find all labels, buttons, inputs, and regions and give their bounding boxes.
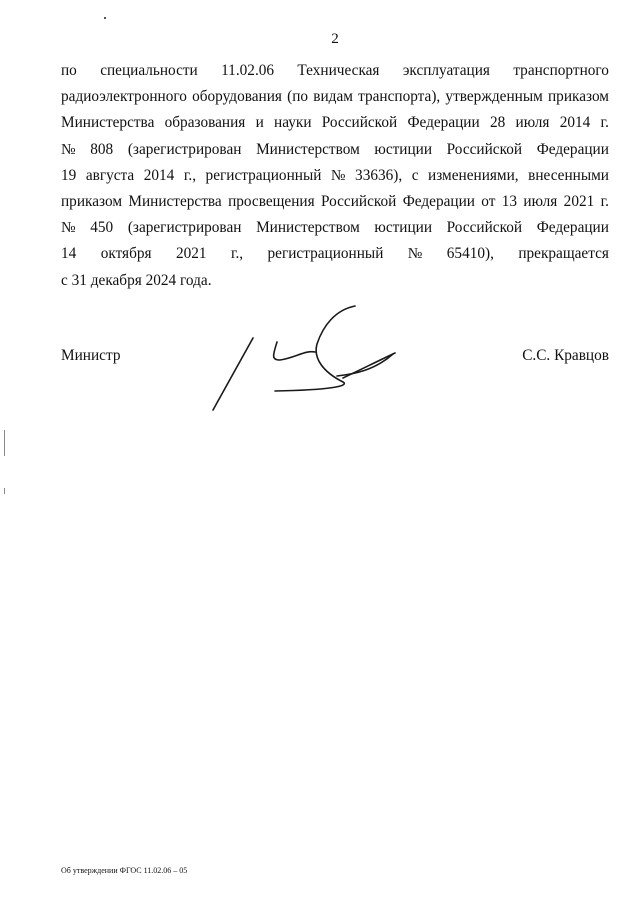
paragraph-word: 2014 (143, 166, 175, 184)
paragraph-word: октября (100, 245, 152, 263)
paragraph-word: Федерации (536, 219, 609, 237)
paragraph-word: № (330, 166, 346, 184)
paragraph-word: транспортного (513, 62, 609, 79)
paragraph-word: г. (600, 192, 609, 210)
paragraph-word: науки (274, 114, 312, 132)
paragraph-word: от (481, 192, 496, 210)
paragraph-word: 31 (71, 271, 87, 289)
paragraph-line (61, 189, 609, 215)
paragraph-line (61, 268, 609, 294)
paragraph-word: № (61, 140, 76, 158)
paragraph-word: года. (180, 271, 212, 289)
paragraph-word: Российской (446, 140, 523, 158)
scan-speck (104, 17, 106, 19)
paragraph-word: Российской (320, 192, 397, 210)
paragraph-line (61, 215, 609, 241)
paragraph-word: июля (515, 114, 550, 132)
paragraph-line (61, 163, 609, 189)
paragraph-word: образования (164, 114, 246, 132)
paragraph-word: регистрационный (267, 245, 384, 263)
paragraph-word: транспорта), (358, 88, 441, 106)
paragraph-word: 65410), (446, 245, 494, 263)
paragraph-word: юстиции (374, 219, 433, 237)
paragraph-line (61, 58, 609, 84)
paragraph-word: 14 (61, 245, 77, 263)
paragraph-word: декабря (90, 271, 142, 289)
paragraph-word: Федерации (407, 114, 480, 132)
paragraph-word: прекращается (518, 245, 609, 263)
paragraph-word: августа (85, 166, 135, 184)
paragraph-word: (по (287, 88, 309, 106)
paragraph-word: 808 (90, 140, 114, 158)
paragraph-line (61, 84, 609, 110)
paragraph-word: регистрационный (205, 166, 322, 184)
paragraph-word: оборудования (192, 88, 282, 106)
paragraph-word: с (411, 166, 419, 184)
paragraph-word: 2021 (563, 192, 595, 210)
paragraph-word: с (61, 271, 68, 289)
paragraph-word: 19 (61, 166, 77, 184)
paragraph-word: приказом (61, 192, 123, 210)
paragraph-word: Российской (446, 219, 523, 237)
paragraph-word: специальности (100, 62, 198, 79)
paragraph-word: радиоэлектронного (61, 88, 187, 106)
handwritten-signature (205, 300, 405, 420)
paragraph-word: 450 (90, 219, 114, 237)
paragraph-word: утвержденным (445, 88, 543, 106)
paragraph-word: приказом (547, 88, 609, 106)
paragraph-word: Техническая (297, 62, 380, 79)
scan-edge-mark (4, 488, 5, 494)
paragraph-word: Министерства (128, 192, 222, 210)
paragraph-word: г. (600, 114, 609, 132)
paragraph-word: 2024 (145, 271, 177, 289)
paragraph-word: Федерации (402, 192, 475, 210)
paragraph-word: 28 (489, 114, 506, 132)
paragraph-word: и (255, 114, 264, 132)
paragraph-line (61, 241, 609, 267)
paragraph-word: (зарегистрирован (127, 219, 242, 237)
paragraph-word: по (61, 62, 77, 79)
paragraph-word: Министерства (61, 114, 155, 132)
paragraph-word: 33636), (355, 166, 403, 184)
paragraph-word: внесенными (528, 166, 609, 184)
paragraph-word: Министерством (256, 140, 360, 158)
paragraph-word: (зарегистрирован (127, 140, 242, 158)
paragraph-word: Министерством (256, 219, 360, 237)
paragraph-word: г., (183, 166, 197, 184)
signatory-name: С.С. Кравцов (522, 347, 609, 364)
paragraph-word: видам (313, 88, 353, 106)
paragraph-word: № (61, 219, 76, 237)
paragraph-word: июля (523, 192, 558, 210)
footer-caption: Об утверждении ФГОС 11.02.06 – 05 (61, 866, 188, 875)
paragraph-word: Российской (321, 114, 398, 132)
paragraph-line (61, 110, 609, 136)
paragraph-word: г., (230, 245, 244, 263)
paragraph-word: изменениями, (428, 166, 519, 184)
paragraph-word: юстиции (374, 140, 433, 158)
paragraph-word: 2014 (559, 114, 591, 132)
document-paragraph (61, 58, 609, 294)
paragraph-word: 13 (501, 192, 518, 210)
paragraph-word: 2021 (175, 245, 207, 263)
paragraph-word: 11.02.06 (221, 62, 275, 79)
paragraph-word: эксплуатация (402, 62, 490, 79)
position-label: Министр (61, 347, 121, 364)
paragraph-word: Федерации (536, 140, 609, 158)
page-number: 2 (331, 31, 339, 47)
paragraph-line (61, 137, 609, 163)
paragraph-word: просвещения (228, 192, 315, 210)
paragraph-word: № (407, 245, 423, 263)
scan-edge-mark (4, 430, 5, 456)
